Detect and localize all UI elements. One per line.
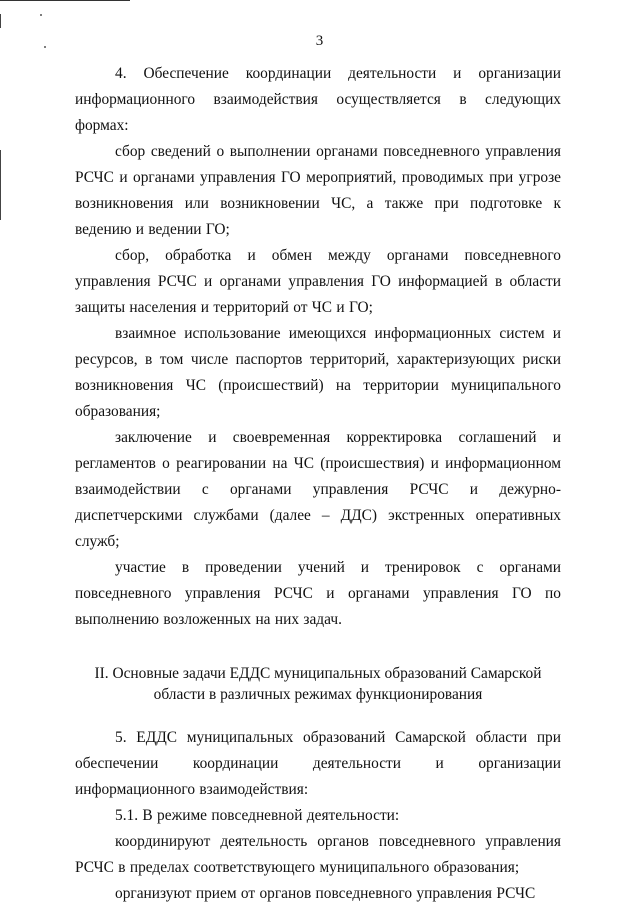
paragraph: координируют деятельность органов повседневного управления РСЧС в пределах соответствующего муниципального образования; xyxy=(75,833,561,876)
paragraph: сбор, обработка и обмен между органами повседневного управления РСЧС и органами управления ГО информацией в области защиты населения и территорий от ЧС и ГО; xyxy=(75,247,561,316)
paragraph: 5.1. В режиме повседневной деятельности: xyxy=(115,807,400,824)
scan-speck xyxy=(40,14,42,16)
document-body xyxy=(75,61,561,905)
section-heading-line: II. Основные задачи ЕДДС муниципальных образований Самарской xyxy=(94,665,542,682)
page-number: 3 xyxy=(315,33,324,49)
paragraph: заключение и своевременная корректировка соглашений и регламентов о реагировании на ЧС (происшествия) и информационном взаимодействии с органами управления РСЧС и дежурно-диспетчерскими службами (далее – ДДС) экстренных оперативных служб; xyxy=(75,429,561,550)
paragraph: участие в проведении учений и тренировок с органами повседневного управления РСЧС и органами управления ГО по выполнению возложенных на них задач. xyxy=(75,559,561,628)
paragraph: организуют прием от органов повседневного управления РСЧС xyxy=(115,885,536,902)
paragraph: сбор сведений о выполнении органами повседневного управления РСЧС и органами управления ГО мероприятий, проводимых при угрозе возникновения или возникновении ЧС, а также при подготовке к ведению и ведении ГО; xyxy=(75,143,561,238)
paragraph: 4. Обеспечение координации деятельности и организации информационного взаимодействия осуществляется в следующих формах: xyxy=(75,65,561,134)
scan-left-mark xyxy=(0,14,1,28)
section-heading-line: области в различных режимах функционирования xyxy=(153,686,483,703)
scan-left-mark xyxy=(0,150,1,220)
paragraph: 5. ЕДДС муниципальных образований Самарской области при обеспечении координации деятельности и организации информационного взаимодействия: xyxy=(75,729,561,798)
scan-top-border xyxy=(0,0,130,1)
section-heading xyxy=(75,663,561,705)
paragraph: взаимное использование имеющихся информационных систем и ресурсов, в том числе паспортов территорий, характеризующих риски возникновения ЧС (происшествий) на территории муниципального образования; xyxy=(75,325,561,420)
